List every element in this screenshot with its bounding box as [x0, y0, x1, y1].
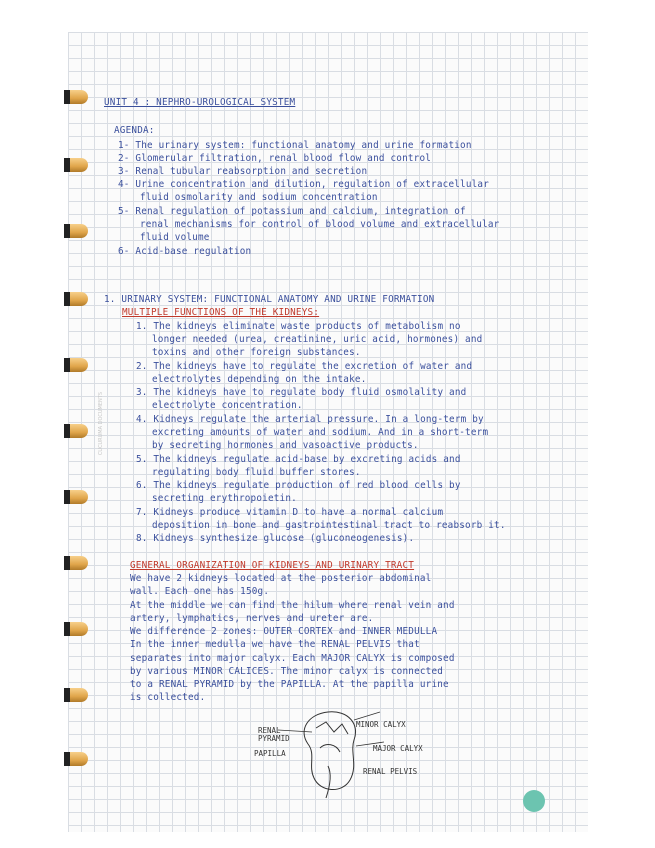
- binder-ring: [70, 622, 88, 636]
- note-line: 5. The kidneys regulate acid-base by excreting acids and: [136, 454, 461, 465]
- agenda-item: 5- Renal regulation of potassium and calcium, integration of: [118, 206, 466, 217]
- binder-ring: [70, 224, 88, 238]
- note-line: secreting erythropoietin.: [152, 493, 297, 504]
- brand-logo-icon: [523, 790, 545, 812]
- note-line: wall. Each one has 150g.: [130, 586, 270, 597]
- note-line: by various MINOR CALICES. The minor calyx is connected: [130, 666, 444, 677]
- note-line: At the middle we can find the hilum where renal vein and: [130, 600, 455, 611]
- note-line: 7. Kidneys produce vitamin D to have a normal calcium: [136, 507, 444, 518]
- note-line: by secreting hormones and vasoactive products.: [152, 440, 419, 451]
- binder-ring: [70, 424, 88, 438]
- note-line: toxins and other foreign substances.: [152, 347, 361, 358]
- note-line: 1. The kidneys eliminate waste products of metabolism no: [136, 321, 461, 332]
- label-renal-pyramid: RENAL PYRAMID: [258, 726, 290, 744]
- note-line: 8. Kidneys synthesize glucose (gluconeogenesis).: [136, 533, 415, 544]
- note-line: 3. The kidneys have to regulate body fluid osmolality and: [136, 387, 467, 398]
- page-title: UNIT 4 : NEPHRO-UROLOGICAL SYSTEM: [104, 97, 296, 108]
- note-line: regulating body fluid buffer stores.: [152, 467, 361, 478]
- binder-ring: [70, 292, 88, 306]
- label-papilla: PAPILLA: [254, 749, 286, 758]
- note-line: We have 2 kidneys located at the posterior abdominal: [130, 573, 432, 584]
- agenda-item: renal mechanisms for control of blood volume and extracellular: [140, 219, 500, 230]
- side-note: CUCURUMA DOCUMENTS: [98, 392, 104, 456]
- note-line: 4. Kidneys regulate the arterial pressure. In a long-term by: [136, 414, 484, 425]
- agenda-item: 3- Renal tubular reabsorption and secretion: [118, 166, 368, 177]
- agenda-heading: AGENDA:: [114, 125, 155, 136]
- section-heading: GENERAL ORGANIZATION OF KIDNEYS AND URINARY TRACT: [130, 560, 415, 571]
- label-major-calyx: MAJOR CALYX: [373, 744, 423, 753]
- note-line: We difference 2 zones: OUTER CORTEX and INNER MEDULLA: [130, 626, 438, 637]
- binder-ring: [70, 90, 88, 104]
- label-renal-pelvis: RENAL PELVIS: [363, 767, 418, 776]
- binder-ring: [70, 556, 88, 570]
- section-heading: 1. URINARY SYSTEM: FUNCTIONAL ANATOMY AND URINE FORMATION: [104, 294, 435, 305]
- agenda-item: 2- Glomerular filtration, renal blood flow and control: [118, 153, 432, 164]
- binder-ring: [70, 752, 88, 766]
- note-line: to a RENAL PYRAMID by the PAPILLA. At the papilla urine: [130, 679, 449, 690]
- binder-ring: [70, 688, 88, 702]
- label-minor-calyx: MINOR CALYX: [356, 720, 406, 729]
- note-line: artery, lymphatics, nerves and ureter are.: [130, 613, 374, 624]
- note-line: separates into major calyx. Each MAJOR CALYX is composed: [130, 653, 455, 664]
- note-line: is collected.: [130, 692, 206, 703]
- agenda-item: fluid volume: [140, 232, 210, 243]
- note-line: 2. The kidneys have to regulate the excretion of water and: [136, 361, 473, 372]
- note-line: 6. The kidneys regulate production of red blood cells by: [136, 480, 461, 491]
- note-line: longer needed (urea, creatinine, uric acid, hormones) and: [152, 334, 483, 345]
- binder-ring: [70, 490, 88, 504]
- note-line: electrolytes depending on the intake.: [152, 374, 367, 385]
- section-subheading: MULTIPLE FUNCTIONS OF THE KIDNEYS:: [122, 307, 320, 318]
- agenda-item: fluid osmolarity and sodium concentration: [140, 192, 378, 203]
- binder-ring: [70, 358, 88, 372]
- agenda-item: 1- The urinary system: functional anatomy and urine formation: [118, 140, 472, 151]
- notebook-page: [68, 32, 588, 832]
- note-line: electrolyte concentration.: [152, 400, 303, 411]
- note-line: In the inner medulla we have the RENAL PELVIS that: [130, 639, 420, 650]
- note-line: deposition in bone and gastrointestinal tract to reabsorb it.: [152, 520, 506, 531]
- agenda-item: 4- Urine concentration and dilution, regulation of extracellular: [118, 179, 490, 190]
- binder-ring: [70, 158, 88, 172]
- agenda-item: 6- Acid-base regulation: [118, 246, 252, 257]
- note-line: excreting amounts of water and sodium. And in a short-term: [152, 427, 489, 438]
